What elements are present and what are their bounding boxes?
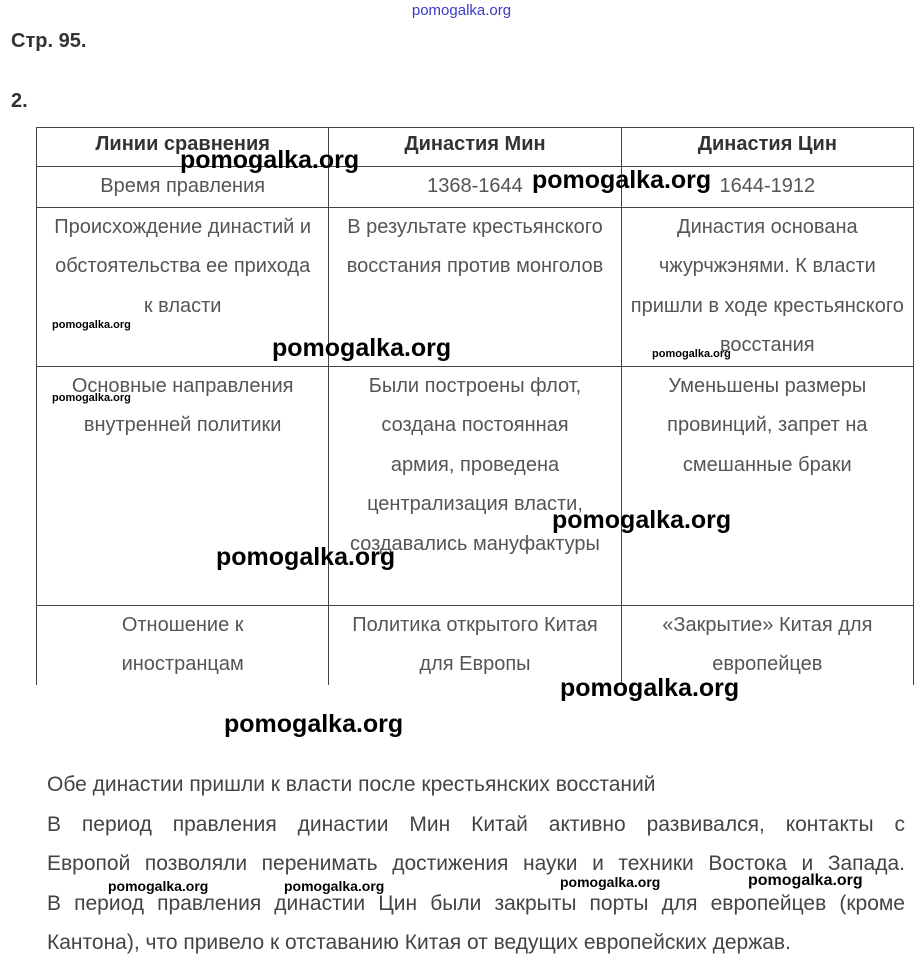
- table-cell: Политика открытого Китая для Европы: [329, 605, 621, 685]
- table-cell: Отношение к иностранцам: [37, 605, 329, 685]
- conclusion-line: Кантона), что привело к отставанию Китая от ведущих европейских держав.: [47, 931, 791, 954]
- watermark: pomogalka.org: [532, 166, 712, 194]
- table-cell: Время правления: [37, 167, 329, 208]
- table-row: [37, 207, 914, 366]
- watermark: pomogalka.org: [52, 392, 131, 404]
- conclusion-line: Обе династии пришли к власти после крестьянских восстаний: [47, 773, 656, 796]
- site-watermark-link[interactable]: pomogalka.org: [411, 2, 512, 19]
- conclusion-text: [47, 765, 905, 963]
- header-cell: Династия Цин: [621, 128, 913, 167]
- comparison-table: [36, 127, 914, 685]
- table-cell: «Закрытие» Китая для европейцев: [621, 605, 913, 685]
- table-cell: 1644-1912: [621, 167, 913, 208]
- watermark: pomogalka.org: [272, 334, 452, 362]
- table-row: [37, 167, 914, 208]
- table-header-row: [37, 128, 914, 167]
- table-cell: Происхождение династий и обстоятельства ее прихода к власти: [37, 207, 329, 366]
- watermark: pomogalka.org: [652, 348, 731, 360]
- table-cell: В результате крестьянского восстания против монголов: [329, 207, 621, 366]
- table-cell: Основные направления внутренней политики: [37, 366, 329, 605]
- conclusion-line: В период правления династии Цин были закрыты порты для европейцев (кроме: [47, 891, 905, 915]
- watermark: pomogalka.org: [224, 710, 404, 738]
- watermark: pomogalka.org: [560, 874, 661, 890]
- conclusion-line: Европой позволяли перенимать достижения науки и техники Востока и Запада.: [47, 852, 905, 875]
- watermark: pomogalka.org: [180, 146, 360, 174]
- conclusion-line: В период правления династии Мин Китай активно развивался, контакты с: [47, 812, 905, 836]
- table-cell: Династия основана чжурчжэнями. К власти пришли в ходе крестьянского восстания: [621, 207, 913, 366]
- header-cell: Линии сравнения: [37, 128, 329, 167]
- table-cell: Уменьшены размеры провинций, запрет на смешанные браки: [621, 366, 913, 605]
- table-cell: 1368-1644: [329, 167, 621, 208]
- watermark: pomogalka.org: [108, 878, 209, 894]
- watermark: pomogalka.org: [52, 319, 131, 331]
- task-number: 2.: [11, 90, 28, 112]
- watermark: pomogalka.org: [552, 506, 732, 534]
- table-row: [37, 366, 914, 605]
- watermark: pomogalka.org: [216, 543, 396, 571]
- header-cell: Династия Мин: [329, 128, 621, 167]
- watermark: pomogalka.org: [560, 674, 740, 702]
- watermark: pomogalka.org: [284, 878, 385, 894]
- page-label: Стр. 95.: [11, 30, 87, 52]
- table-row: [37, 605, 914, 685]
- table-cell: Были построены флот, создана постоянная армия, проведена централизация власти, создавались мануфактуры: [329, 366, 621, 605]
- watermark: pomogalka.org: [748, 872, 863, 889]
